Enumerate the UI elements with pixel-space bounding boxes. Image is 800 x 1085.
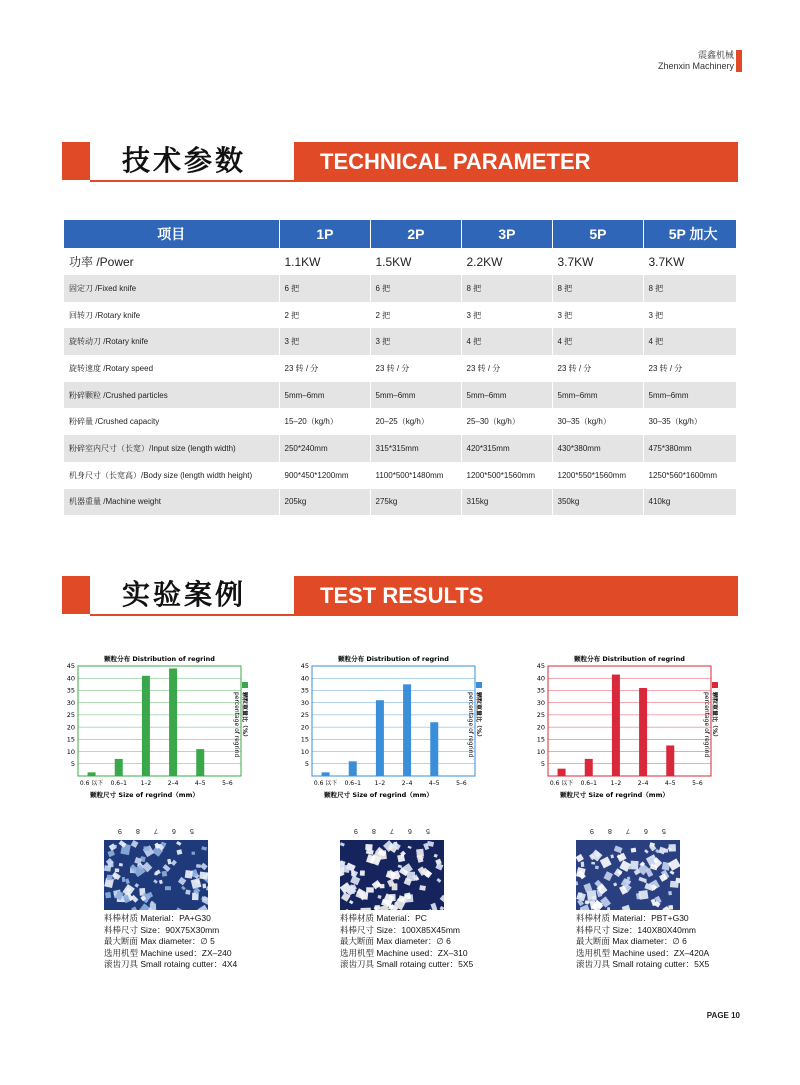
ruler-mark: 7 (154, 827, 158, 834)
ruler-mark: 5 (426, 827, 430, 834)
granule (397, 854, 405, 862)
granule (199, 871, 208, 879)
y-axis-label-en: percentage of regrind (703, 692, 710, 758)
x-tick-label: 1–2 (374, 780, 386, 787)
header-underline (90, 180, 738, 182)
brand-block (658, 50, 734, 72)
table-cell: 4 把 (461, 328, 552, 355)
table-cell: 1.5KW (370, 248, 461, 275)
table-row (64, 355, 736, 382)
spec-size: 料棒尺寸 Size：100X85X45mm (340, 924, 460, 935)
table-cell: 3.7KW (643, 248, 736, 275)
row-label: 粉碎量 /Crushed capacity (64, 408, 279, 435)
granule (670, 881, 679, 888)
x-tick-label: 2–4 (637, 780, 649, 787)
bar (430, 722, 438, 776)
y-tick-label: 5 (304, 759, 309, 768)
bar (142, 676, 150, 776)
legend-swatch (476, 682, 482, 688)
x-axis-label: 颗粒尺寸 Size of regrind（mm） (560, 791, 669, 799)
granule (375, 905, 381, 910)
table-header-row (64, 220, 736, 248)
granule (631, 848, 637, 853)
table-cell: 1.1KW (279, 248, 370, 275)
y-tick-label: 10 (66, 747, 75, 756)
table-cell: 25–30（kg/h） (461, 408, 552, 435)
granule (112, 845, 116, 848)
chart-title: 颗粒分布 Distribution of regrind (574, 655, 685, 663)
table-cell: 3 把 (370, 328, 461, 355)
granule (192, 852, 195, 855)
y-tick-label: 25 (300, 711, 309, 720)
spec-cutter: 滚齿刀具 Small rotaing cutter：5X5 (340, 959, 474, 969)
column-header: 5P (552, 220, 643, 248)
row-label: 回转刀 /Rotary knife (64, 302, 279, 329)
x-tick-label: 2–4 (401, 780, 413, 787)
table-cell: 3 把 (279, 328, 370, 355)
y-tick-label: 25 (536, 711, 545, 720)
bar (558, 769, 566, 776)
table-cell: 2 把 (279, 302, 370, 329)
y-axis-label-cn: 颗粒重量比（%） (475, 692, 482, 741)
granule (595, 866, 599, 870)
table-cell: 23 转 / 分 (279, 355, 370, 382)
ruler-mark: 5 (190, 827, 194, 834)
table-cell: 420*315mm (461, 435, 552, 462)
y-tick-label: 30 (536, 698, 545, 707)
spec-material: 料棒材质 Material：PA+G30 (104, 913, 211, 923)
ruler (340, 826, 444, 841)
table-cell: 3 把 (552, 302, 643, 329)
spec-size: 料棒尺寸 Size：140X80X40mm (576, 924, 696, 935)
x-tick-label: 5–6 (222, 780, 233, 787)
x-tick-label: 2–4 (167, 780, 179, 787)
bar (639, 688, 647, 776)
table-row (64, 382, 736, 409)
table-row (64, 248, 736, 275)
ruler (104, 826, 208, 841)
table-cell: 20–25（kg/h） (370, 408, 461, 435)
spec-size: 料棒尺寸 Size：90X75X30mm (104, 924, 220, 935)
brand-accent-bar (736, 50, 742, 72)
table-cell: 2.2KW (461, 248, 552, 275)
column-header: 项目 (64, 220, 279, 248)
regrind-photo-1 (104, 826, 208, 910)
y-tick-label: 30 (66, 698, 75, 707)
table-cell: 900*450*1200mm (279, 462, 370, 489)
legend-swatch (242, 682, 248, 688)
spec-material: 料棒材质 Material：PC (340, 913, 427, 923)
ruler-mark: 8 (136, 827, 140, 834)
row-label: 旋转动刀 /Rotary knife (64, 328, 279, 355)
header-accent-left (62, 142, 90, 180)
section-title-cn: 技术参数 (122, 144, 247, 177)
brand-cn: 震鑫机械 (697, 50, 734, 60)
table-cell: 315kg (461, 489, 552, 516)
x-tick-label: 0.6 以下 (313, 780, 338, 787)
bar (403, 684, 411, 776)
table-cell: 5mm–6mm (279, 382, 370, 409)
spec-cutter: 滚齿刀具 Small rotaing cutter：4X4 (104, 959, 238, 969)
x-axis-label: 颗粒尺寸 Size of regrind（mm） (324, 791, 433, 799)
bar (115, 759, 123, 776)
table-cell: 1200*550*1560mm (552, 462, 643, 489)
table-cell: 1100*500*1480mm (370, 462, 461, 489)
row-label: 旋转速度 /Rotary speed (64, 355, 279, 382)
section-title-en: TEST RESULTS (320, 583, 484, 608)
x-tick-label: 4–5 (194, 780, 206, 787)
plot-frame (548, 666, 711, 776)
bar (322, 772, 330, 776)
granule (185, 890, 190, 895)
table-cell: 8 把 (552, 275, 643, 302)
header-accent-left (62, 576, 90, 614)
table-cell: 23 转 / 分 (643, 355, 736, 382)
table-cell: 350kg (552, 489, 643, 516)
header-underline (90, 614, 738, 616)
row-label: 固定刀 /Fixed knife (64, 275, 279, 302)
row-label: 粉碎室内尺寸（长宽）/Input size (length width) (64, 435, 279, 462)
y-tick-label: 45 (300, 662, 309, 671)
granule (365, 844, 372, 850)
granule (144, 846, 150, 851)
granules-image (576, 840, 680, 910)
table-cell: 205kg (279, 489, 370, 516)
granules-image (340, 840, 444, 910)
spec-diameter: 最大断面 Max diameter：∅ 5 (104, 936, 215, 946)
granule (154, 872, 157, 875)
table-cell: 5mm–6mm (461, 382, 552, 409)
table-cell: 1250*560*1600mm (643, 462, 736, 489)
y-tick-label: 40 (300, 674, 309, 683)
sample-spec-2 (340, 913, 473, 971)
table-cell: 3.7KW (552, 248, 643, 275)
ruler (576, 826, 680, 841)
spec-machine: 选用机型 Machine used：ZX–240 (104, 947, 232, 958)
y-tick-label: 15 (536, 735, 545, 744)
table-cell: 23 转 / 分 (370, 355, 461, 382)
granule (185, 870, 193, 879)
table-cell: 30–35（kg/h） (552, 408, 643, 435)
y-tick-label: 20 (536, 723, 545, 732)
table-row (64, 302, 736, 329)
granule (638, 890, 648, 900)
row-label: 粉碎颗粒 /Crushed particles (64, 382, 279, 409)
granule (105, 892, 111, 899)
column-header: 3P (461, 220, 552, 248)
ruler-mark: 6 (172, 827, 176, 834)
table-cell: 8 把 (643, 275, 736, 302)
ruler-mark: 6 (408, 827, 412, 834)
spec-material: 料棒材质 Material：PBT+G30 (576, 913, 689, 923)
table-cell: 250*240mm (279, 435, 370, 462)
spec-diameter: 最大断面 Max diameter：∅ 6 (340, 936, 451, 946)
x-tick-label: 5–6 (692, 780, 703, 787)
y-tick-label: 15 (300, 735, 309, 744)
ruler-mark: 7 (390, 827, 394, 834)
y-tick-label: 35 (300, 686, 309, 695)
table-row (64, 435, 736, 462)
plot-frame (78, 666, 241, 776)
table-row (64, 462, 736, 489)
table-cell: 410kg (643, 489, 736, 516)
x-axis-label: 颗粒尺寸 Size of regrind（mm） (90, 791, 199, 799)
granule (669, 844, 676, 852)
table-cell: 4 把 (552, 328, 643, 355)
granule (119, 863, 123, 866)
y-tick-label: 10 (300, 747, 309, 756)
y-tick-label: 35 (66, 686, 75, 695)
x-tick-label: 0.6 以下 (79, 780, 104, 787)
y-tick-label: 45 (536, 662, 545, 671)
granule (668, 905, 673, 910)
row-label: 功率 /Power (64, 248, 279, 275)
granule (607, 907, 610, 910)
granule (392, 883, 398, 890)
spec-cutter: 滚齿刀具 Small rotaing cutter：5X5 (576, 959, 710, 969)
table-row (64, 275, 736, 302)
ruler-mark: 8 (608, 827, 612, 834)
y-tick-label: 40 (66, 674, 75, 683)
granule (366, 887, 374, 892)
bar (585, 759, 593, 776)
y-axis-label-cn: 颗粒重量比（%） (241, 692, 248, 741)
regrind-photo-2 (340, 826, 444, 910)
ruler-mark: 9 (590, 827, 594, 834)
table-cell: 23 转 / 分 (461, 355, 552, 382)
table-row (64, 489, 736, 516)
y-tick-label: 20 (66, 723, 75, 732)
bar (349, 761, 357, 776)
regrind-photo-3 (576, 826, 680, 910)
legend-swatch (712, 682, 718, 688)
parameters-table (64, 220, 737, 515)
table-cell: 5mm–6mm (552, 382, 643, 409)
y-tick-label: 45 (66, 662, 75, 671)
x-tick-label: 5–6 (456, 780, 467, 787)
bar (88, 772, 96, 776)
bar (612, 675, 620, 776)
table-cell: 30–35（kg/h） (643, 408, 736, 435)
regrind-chart-2 (292, 650, 482, 805)
page-number: PAGE 10 (706, 1011, 740, 1020)
chart-title: 颗粒分布 Distribution of regrind (338, 655, 449, 663)
granule (581, 862, 585, 867)
granule (360, 870, 365, 876)
brand-en: Zhenxin Machinery (657, 61, 734, 71)
table-cell: 1200*500*1560mm (461, 462, 552, 489)
x-tick-label: 0.6 以下 (549, 780, 574, 787)
table-cell: 475*380mm (643, 435, 736, 462)
y-axis-label-en: percentage of regrind (467, 692, 474, 758)
table-cell: 3 把 (461, 302, 552, 329)
y-tick-label: 5 (70, 759, 75, 768)
table-cell: 23 转 / 分 (552, 355, 643, 382)
granule (340, 867, 344, 875)
chart-title: 颗粒分布 Distribution of regrind (104, 655, 215, 663)
x-tick-label: 4–5 (428, 780, 440, 787)
plot-frame (312, 666, 475, 776)
section-title-cn: 实验案例 (122, 578, 247, 611)
granule (192, 893, 199, 901)
table-row (64, 328, 736, 355)
y-tick-label: 20 (300, 723, 309, 732)
granule (591, 862, 595, 865)
granule (196, 864, 201, 868)
column-header: 1P (279, 220, 370, 248)
x-tick-label: 1–2 (610, 780, 622, 787)
y-tick-label: 35 (536, 686, 545, 695)
ruler-mark: 9 (354, 827, 358, 834)
section-title-en: TECHNICAL PARAMETER (320, 149, 591, 174)
regrind-chart-1 (58, 650, 248, 805)
section-header-results (62, 576, 738, 614)
column-header: 5P 加大 (643, 220, 736, 248)
spec-diameter: 最大断面 Max diameter：∅ 6 (576, 936, 687, 946)
y-tick-label: 10 (536, 747, 545, 756)
granule (115, 868, 120, 872)
table-cell: 15–20（kg/h） (279, 408, 370, 435)
row-label: 机身尺寸（长宽高）/Body size (length width height) (64, 462, 279, 489)
regrind-chart-3 (528, 650, 718, 805)
bar (169, 668, 177, 776)
granules-image (104, 840, 208, 910)
column-header: 2P (370, 220, 461, 248)
y-tick-label: 40 (536, 674, 545, 683)
table-cell: 5mm–6mm (643, 382, 736, 409)
ruler-mark: 7 (626, 827, 630, 834)
section-header-parameters (62, 142, 738, 180)
table-cell: 6 把 (279, 275, 370, 302)
granule (202, 884, 206, 889)
spec-machine: 选用机型 Machine used：ZX–310 (340, 947, 468, 958)
x-tick-label: 1–2 (140, 780, 152, 787)
y-tick-label: 30 (300, 698, 309, 707)
table-cell: 3 把 (643, 302, 736, 329)
x-tick-label: 4–5 (664, 780, 676, 787)
y-tick-label: 5 (540, 759, 545, 768)
sample-spec-3 (576, 913, 709, 971)
ruler-mark: 9 (118, 827, 122, 834)
table-cell: 4 把 (643, 328, 736, 355)
granule (162, 871, 168, 877)
table-cell: 6 把 (370, 275, 461, 302)
x-tick-label: 0.6–1 (110, 780, 127, 787)
table-cell: 275kg (370, 489, 461, 516)
row-label: 机器重量 /Machine weight (64, 489, 279, 516)
x-tick-label: 0.6–1 (344, 780, 361, 787)
bar (666, 745, 674, 776)
x-tick-label: 0.6–1 (580, 780, 597, 787)
ruler-mark: 6 (644, 827, 648, 834)
granule (107, 875, 113, 880)
ruler-mark: 8 (372, 827, 376, 834)
y-tick-label: 15 (66, 735, 75, 744)
table-cell: 8 把 (461, 275, 552, 302)
table-cell: 5mm–6mm (370, 382, 461, 409)
y-axis-label-en: percentage of regrind (233, 692, 240, 758)
spec-machine: 选用机型 Machine used：ZX–420A (576, 947, 710, 958)
bar (196, 749, 204, 776)
table-cell: 430*380mm (552, 435, 643, 462)
table-row (64, 408, 736, 435)
granule (361, 908, 372, 910)
granule (122, 877, 125, 882)
y-axis-label-cn: 颗粒重量比（%） (711, 692, 718, 741)
sample-spec-1 (104, 913, 237, 971)
y-tick-label: 25 (66, 711, 75, 720)
table-cell: 2 把 (370, 302, 461, 329)
table-cell: 315*315mm (370, 435, 461, 462)
ruler-mark: 5 (662, 827, 666, 834)
granule (165, 886, 171, 890)
bar (376, 700, 384, 776)
